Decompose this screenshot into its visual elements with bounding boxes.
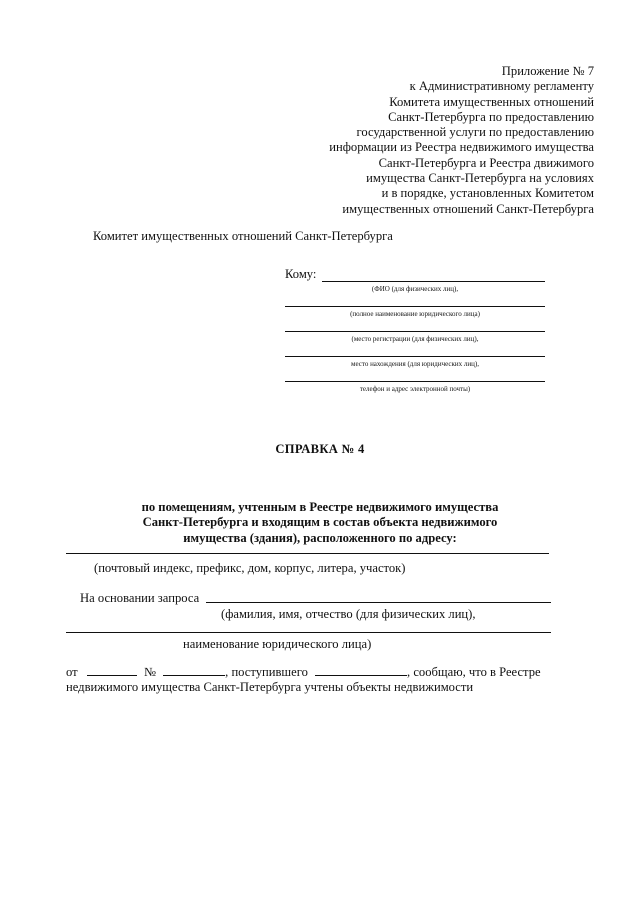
recipient-hint: телефон и адрес электронной почты): [359, 385, 471, 393]
recipient-hint: (место регистрации (для физических лиц),: [351, 335, 479, 343]
recipient-to-label: Кому:: [285, 267, 317, 281]
annex-line: имущества Санкт-Петербурга на условиях: [366, 171, 594, 186]
recipient-block: [285, 262, 545, 393]
recipient-hint: место нахождения (для юридических лиц),: [351, 360, 479, 368]
recipient-field-line: [285, 331, 545, 332]
received-date-blank: [315, 664, 407, 676]
annex-line: Приложение № 7: [501, 64, 594, 78]
number-blank: [163, 664, 225, 676]
annex-line: государственной услуги по предоставлению: [356, 125, 594, 140]
recipient-hint: (ФИО (для физических лиц),: [371, 285, 459, 293]
received-label: , поступившего: [225, 665, 308, 679]
recipient-to-row: [285, 262, 545, 282]
recipient-hint: (полное наименование юридического лица): [350, 310, 480, 318]
from-label: от: [66, 665, 78, 679]
number-label: №: [143, 665, 156, 679]
subtitle-line: Санкт-Петербурга и входящим в состав объекта недвижимого: [142, 515, 498, 530]
annex-line: Санкт-Петербурга и Реестра движимого: [378, 155, 594, 170]
annex-line: информации из Реестра недвижимого имущества: [329, 140, 594, 155]
certificate-subtitle: [0, 500, 640, 546]
address-hint: (почтовый индекс, префикс, дом, корпус, литера, участок): [94, 561, 406, 575]
subtitle-line: по помещениям, учтенным в Реестре недвижимого имущества: [141, 500, 499, 514]
recipient-field-line: [285, 306, 545, 307]
recipient-name-line: [322, 267, 545, 282]
annex-line: Санкт-Петербурга по предоставлению: [388, 109, 594, 124]
annex-line: к Административному регламенту: [409, 79, 594, 94]
date-blank: [87, 664, 137, 676]
recipient-field-line: [285, 356, 545, 357]
statement-text: , сообщаю, что в Реестре: [407, 665, 541, 679]
certificate-title: СПРАВКА № 4: [275, 442, 365, 456]
request-hint-organization: наименование юридического лица): [183, 637, 372, 651]
annex-header: [254, 64, 594, 217]
annex-line: Комитета имущественных отношений: [389, 94, 594, 109]
request-hint-person: (фамилия, имя, отчество (для физических лиц),: [221, 607, 476, 621]
recipient-field-line: [285, 381, 545, 382]
annex-line: имущественных отношений Санкт-Петербурга: [342, 201, 594, 216]
annex-line: и в порядке, установленных Комитетом: [381, 186, 594, 201]
request-field-line: [206, 602, 551, 603]
issuing-committee: Комитет имущественных отношений Санкт-Петербурга: [93, 229, 393, 243]
subtitle-line: имущества (здания), расположенного по адресу:: [183, 530, 457, 545]
request-name-line: [66, 632, 551, 633]
request-details-line: [66, 664, 541, 680]
request-label: На основании запроса: [80, 591, 200, 605]
statement-continuation: недвижимого имущества Санкт-Петербурга учтены объекты недвижимости: [66, 680, 474, 694]
address-field-line: [66, 553, 549, 554]
